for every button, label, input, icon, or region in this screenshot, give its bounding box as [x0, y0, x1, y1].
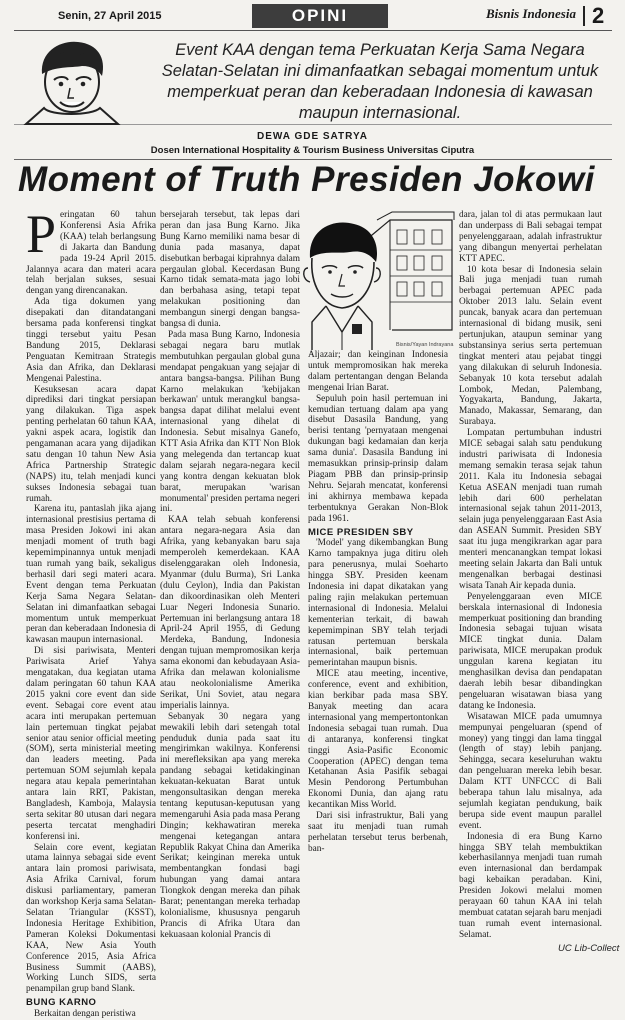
- paragraph: dara, jalan tol di atas permukaan laut dan underpass di Bali sebagai tempat penyelenggaraan, adalah infrastruktur yang dibangun menyertai perhelatan KTT APEC.: [459, 210, 602, 264]
- paragraph: Pada masa Bung Karno, Indonesia sebagai negara baru mutlak membutuhkan pergaulan global guna mendapat pengakuan yang sejajar di antara bangsa-bangsa. Pilihan Bung Karno melakukan 'kebijakan berkawan' untuk merangkul bangsa-bangsa dapat dilihat melalui event internasional yang dihelat di Indonesia. Sebut misalnya Ganefo, KTT Asia Afrika dan KTT Non Blok yang melegenda dan tertancap kuat dalam sejarah negara-negara kecil yang kontra dengan kekuatan blok barat, merupakan 'warisan monumental' presiden pertama negeri ini.: [160, 329, 300, 515]
- subheading: BUNG KARNO: [26, 997, 97, 1009]
- page-number: 2: [592, 3, 605, 28]
- teaser-quote: Event KAA dengan tema Perkuatan Kerja Sama Negara Selatan-Selatan ini dimanfaatkan sebagai momentum untuk memperkuat peran dan keberadaan Indonesia di kawasan maupun internasional.: [161, 41, 599, 122]
- paragraph: Di sisi pariwisata, Menteri Pariwisata Arief Yahya mengatakan, dua kegiatan utama dalam peringatan 60 tahun KAA 2015 yakni core event dan side event. Sebagai core event atau acara inti merupakan pertemuan lain pertemuan tingkat pejabat senior atau senior official meeting (SOM), serta ministerial meeting dan leaders meeting. Pada pertemuan SOM sejumlah kepala negara atau kepala pemerintahan antara lain RRT, Pakistan, Bangladesh, Kamboja, Malaysia serta sekitar 80 utusan dari negara peserta tercatat menghadiri konferensi ini.: [26, 646, 156, 842]
- paragraph: Ada tiga dokumen yang disepakati dan ditandatangani bersama pada konferensi tingkat tinggi tersebut yaitu Pesan Bandung 2015, Deklarasi Penguatan Kemitraan Strategis Asia dan Afrika, dan Deklarasi Mengenai Palestina.: [26, 297, 156, 384]
- page-separator: [583, 6, 585, 26]
- drop-cap: P: [26, 204, 57, 264]
- paragraph: bersejarah tersebut, tak lepas dari peran dan jasa Bung Karno. Jika Bung Karno memiliki nama besar di dunia pada masanya, dapat disebutkan berbagai kiprahnya dalam pergaulan global. Kecerdasan Bung Karno tidak semata-mata jago lobi dan berbahasa asing, tetapi tepat melakukan positioning dan membangun sinergi dengan bangsa-bangsa di dunia.: [160, 210, 300, 330]
- paragraph: 'Model' yang dikembangkan Bung Karno tampaknya juga ditiru oleh para penerusnya, mulai Soeharto hingga SBY. Presiden keenam Indonesia ini dapat dikatakan yang paling rajin melakukan pertemuan internasional di Indonesia. Melalui kementerian terkait, di bawah kepemimpinan SBY telah terjadi ratusan pertemuan berskala internasional, baik pertemuan pemerintahan maupun bisnis.: [308, 538, 448, 669]
- paragraph: Sebanyak 30 negara yang mewakili lebih dari setengah total penduduk dunia pada saat itu mengirimkan wakilnya. Konferensi ini merefleksikan apa yang mereka pandang sebagai ketidakinginan kekuatan-kekuatan Barat untuk mengonsultasikan dengan mereka tentang keputusan-keputusan yang memengaruhi Asia pada masa Perang Dingin; kekhawatiran mereka mengenai ketegangan antara Republik Rakyat China dan Amerika Serikat; keinginan mereka untuk membentangkan fondasi bagi hubungan yang damai antara Tiongkok dengan mereka dan pihak Barat; penentangan mereka terhadap kolonialisme, khususnya pengaruh Prancis di Afrika Utara dan kekuasaan kolonial Prancis di: [160, 711, 300, 940]
- article-column-4: [459, 210, 602, 940]
- publication-name: Bisnis Indonesia: [486, 6, 576, 21]
- paragraph: Indonesia di era Bung Karno hingga SBY telah membuktikan keberhasilannya menjadi tuan rumah even internasional dan berdampak bagi kebaikan peradaban. Kini, Presiden Jokowi melalui momen perayaan 60 tahun KAA ini telah membuat catatan sejarah baru menjadi tuan rumah event internasional. Selamat.: [459, 831, 603, 940]
- paragraph: Berkaitan dengan peristiwa: [34, 1009, 136, 1020]
- illustration-credit: Bisnis/Yayan Indrayana: [396, 342, 454, 348]
- author-name: DEWA GDE SATRYA: [257, 131, 368, 142]
- paragraph: Aljazair; dan keinginan Indonesia untuk mempromosikan hak mereka dalam pertentangan dengan Belanda mengenai Irian Barat.: [308, 350, 448, 393]
- library-watermark: UC Lib-Collect: [558, 943, 620, 954]
- author-portrait: [22, 36, 122, 124]
- paragraph: Kesuksesan acara dapat diprediksi dari tingkat persiapan yang dilakukan. Tiga aspek penting perhelatan 60 tahun KAA, yakni aspek acara, logistik dan pengamanan acara yang dijadikan satu dengan 10 tahun New Asia Africa Partnership Strategic (NAPS) itu, telah menjadi kunci sukses Indonesia sebagai tuan rumah.: [26, 384, 156, 504]
- paragraph: Sepuluh poin hasil pertemuan ini kemudian tertuang dalam apa yang disebut Dasasila Bandung, yang berisi tentang 'pernyataan mengenai dukungan bagi kedamaian dan kerja sama dunia'. Dasasila Bandung ini memasukkan prinsip-prinsip dalam Piagam PBB dan prinsip-prinsip Nehru. Sejarah mencatat, konferensi ini akhirnya membawa kepada terbentuknya Gerakan Non-Blok pada 1961.: [308, 393, 448, 524]
- author-affiliation: Dosen International Hospitality & Tourism Business Universitas Ciputra: [150, 145, 475, 156]
- paragraph: Selain core event, kegiatan utama lainnya sebagai side event antara lain promosi pariwisata, Asia Afrika Carnival, forum diskusi parliamentary, pameran dan workshop Kerja sama Selatan-Selatan Triangular (KSST), Indonesia Heritage Exhibition, Pameran Koleksi Dokumentasi KAA, New Asia Youth Conference 2015, Asia Africa Business Summit (AABS), Working Lunch SIDS, serta penampilan grup band Slank.: [26, 842, 156, 995]
- paragraph: 10 kota besar di Indonesia selain Bali juga menjadi tuan rumah berbagai pertemuan APEC pada Oktober 2013 lalu. Selain event puncak, banyak acara dan pertemuan internasional di bidang musik, seni pertunjukan, ataupun seminar yang substansinya serius serta pertemuan tingkat menteri atau pejabat tinggi yang dilakukan di seluruh Indonesia. Sebanyak 10 kota tersebut adalah Lombok, Medan, Palembang, Yogyakarta, Bandung, Jakarta, Manado, Makassar, Semarang, dan Surabaya.: [459, 264, 602, 428]
- illustration: [282, 210, 458, 350]
- paragraph: Penyelenggaraan even MICE berskala internasional di Indonesia memperkuat positioning dan branding Indonesia sebagai tujuan wisata MICE tingkat dunia. Dalam pariwisata, MICE merupakan produk unggulan karena kegiatan itu menghasilkan devisa dan pendapatan daerah lebih besar dibandingkan pengeluaran wisatawan biasa yang datang ke Indonesia.: [459, 591, 602, 711]
- paragraph: Karena itu, pantaslah jika ajang internasional prestisius pertama di masa Presiden Jokowi ini akan menjadi moment of truth bagi kepemimpinannya untuk menjadi tuan rumah yang baik, sekaligus berhasil dari segi materi acara. Event dengan tema Perkuatan Kerja Sama Negara Selatan-Selatan ini dimanfaatkan sebagai momentum untuk memperkuat peran dan keberadaan Indonesia di kawasan maupun internasional.: [26, 504, 156, 646]
- article-column-1: [26, 204, 156, 1020]
- paragraph: Wisatawan MICE pada umumnya mempunyai pengeluaran (spend of money) yang tinggi dan lama tinggal (length of stay) lebih panjang. Sehingga, secara keseluruhan waktu dan pengeluaran mereka lebih besar. Dalam KTT UNFCCC di Bali beberapa tahun lalu misalnya, ada sejumlah kegiatan pendukung, baik berupa side event maupun parallel event.: [459, 711, 602, 831]
- subheading: MICE PRESIDEN SBY: [308, 526, 414, 538]
- article-column-2: [160, 210, 300, 950]
- paragraph: KAA telah sebuah konferensi antara negara-negara Asia dan Afrika, yang kebanyakan baru saja memperoleh kemerdekaan. KAA diselenggarakan oleh Indonesia, Myanmar (dulu Burma), Sri Lanka (dulu Ceylon), India dan Pakistan dan dikoordinasikan oleh Menteri Luar Negeri Indonesia Sunario. Pertemuan ini berlangsung antara 18 April-24 April 1955, di Gedung Merdeka, Bandung, Indonesia dengan tujuan mempromosikan kerja sama ekonomi dan kebudayaan Asia-Afrika dan melawan kolonialisme atau neokolonialisme Amerika Serikat, Uni Soviet, atau negara imperialis lainnya.: [160, 515, 300, 711]
- article-column-3: [308, 350, 448, 950]
- paragraph: Peringatan 60 tahun Konferensi Asia Afrika (KAA) telah berlangsung di Jakarta dan Bandung pada 19-24 April 2015. Jalannya acara dan materi acara telah berjalan sukses, sesuai dengan yang direncanakan.: [26, 204, 156, 297]
- headline: Moment of Truth Presiden Jokowi: [18, 160, 595, 199]
- section-label: OPINI: [252, 4, 388, 28]
- header-rule: [14, 30, 612, 31]
- paragraph: Dari sisi infrastruktur, Bali yang saat itu menjadi tuan rumah perhelatan tersebut terus berbenah, ban-: [308, 811, 448, 854]
- paragraph: MICE atau meeting, incentive, conference, event and exhibition, kian berkibar pada masa SBY. Banyak meeting dan acara internasional yang mempertontonkan Indonesia sebagai tuan rumah. Dua di antaranya, konferensi tingkat tinggi Asia-Pasific Economic Cooperation (APEC) dengan tema Ketahanan Asia Pasifik sebagai Mesin Pendorong Pertumbuhan Ekonomi Dunia, dan ajang ratu kecantikan Miss World.: [308, 669, 448, 811]
- paragraph: Lompatan pertumbuhan industri MICE sebagai salah satu pendukung industri pariwisata di Indonesia memang semakin terasa sejak tahun 2011. Kala itu Indonesia sebagai Ketua ASEAN menjadi tuan rumah lebih dari 600 perhelatan internasional sejak tahun 2011-2013, selain juga penyelenggaraan East Asia dan ASEAN Summit. Presiden SBY saat itu juga mengikrarkan agar para menteri mencanangkan tempat lokasi meeting selain Jakarta dan Bali untuk mengenalkan berbagai destinasi wisata Tanah Air kepada dunia.: [459, 428, 602, 591]
- issue-date: Senin, 27 April 2015: [58, 10, 162, 22]
